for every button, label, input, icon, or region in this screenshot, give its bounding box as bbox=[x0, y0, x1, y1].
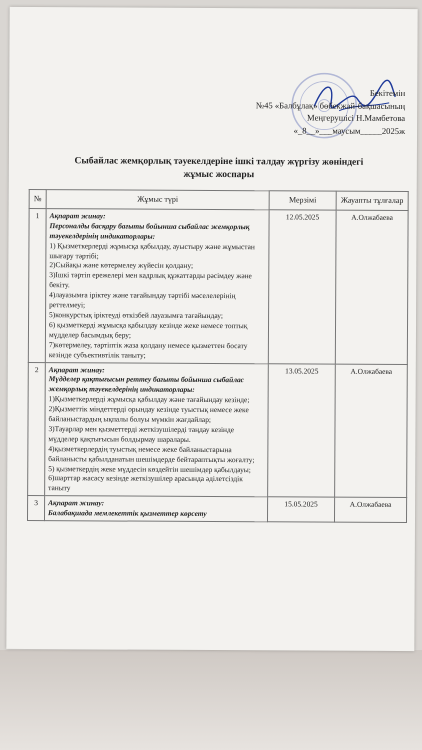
row-responsible: А.Олжабаева bbox=[335, 210, 408, 364]
row-title: Ақпарат жинау: bbox=[48, 498, 105, 508]
row-number: 1 bbox=[28, 208, 46, 362]
row-item: 3)Ішкі тәртіп ережелері мен кадрлық құжаттарды рәсімдеу және бекіту. bbox=[49, 270, 252, 290]
row-title: Ақпарат жинау: bbox=[49, 211, 106, 221]
approval-head: Меңгерушісі Н.Мамбетова bbox=[307, 112, 406, 124]
header-deadline: Мерзімі bbox=[269, 191, 336, 210]
row-item: 6) қызметкерді жұмысқа қабылдау кезінде жеке немесе топтық мүдделер басымдық беру; bbox=[48, 320, 248, 340]
row-item: 3)Тауарлар мен қызметтерді жеткізушілерді таңдау кезінде мүдделер қақтығысын болдырмау шаралары. bbox=[48, 424, 235, 444]
row-subtitle: Персоналды басқару бағыты бойынша сыбайлас жемқорлық тәуекелдерінің индикаторлары: bbox=[49, 220, 250, 241]
row-item: 2)Сыйақы және көтермелеу жүйесін қолдану; bbox=[49, 260, 194, 271]
row-work-type bbox=[45, 209, 269, 364]
row-subtitle: Балабақшада мемлекеттік қызметтер көрсету bbox=[48, 508, 207, 519]
approval-date: «_8__»___маусым_____2025ж bbox=[293, 124, 406, 136]
row-item: 5) қызметкердің жеке мүддесін көздейтін шешімдер қабылдауы; bbox=[48, 463, 251, 474]
document-title-line-2: жұмыс жоспары bbox=[183, 169, 255, 181]
table-row bbox=[28, 362, 408, 498]
row-responsible: А.Олжабаева bbox=[334, 497, 406, 522]
table-row bbox=[28, 208, 408, 364]
approval-organization: №45 «Балбұлақ» бөбекжай-бақшасының bbox=[255, 99, 406, 111]
row-item: 1) Қызметкерлерді жұмысқа қабылдау, ауыстыру және жұмыстан шығару тәртібі; bbox=[49, 240, 255, 260]
row-item: 5)конкурстық іріктеуді өткізбей лауазымға тағайындау; bbox=[49, 310, 223, 321]
table-header-row bbox=[29, 190, 408, 211]
work-plan-table bbox=[27, 189, 409, 523]
row-subtitle: Мүдделер қақтығысын реттеу бағыты бойынша сыбайлас жемқорлық тәуекелдерінің индикаторлары: bbox=[48, 374, 245, 395]
row-deadline: 13.05.2025 bbox=[268, 363, 336, 497]
row-work-type bbox=[45, 362, 269, 497]
header-responsible: Жауапты тұлғалар bbox=[336, 191, 408, 210]
row-title: Ақпарат жинау: bbox=[48, 364, 105, 374]
row-item: 2)Қызметтік міндеттерді орындау кезінде туыстық немесе жеке байланыстардың ықпалы болуы мүмкін жағдайлар; bbox=[48, 404, 249, 425]
row-item: 1)Қызметкерлерді жұмысқа қабылдау және тағайындау кезінде; bbox=[48, 394, 250, 405]
table-row bbox=[27, 496, 406, 523]
row-deadline: 12.05.2025 bbox=[268, 210, 336, 364]
document-page bbox=[6, 7, 417, 651]
table-surface bbox=[0, 650, 422, 750]
row-item: 6)шарттар жасасу кезінде жеткізушілер арасында әділетсіздік таныту bbox=[48, 473, 243, 493]
row-item: 7)көтермелеу, тәртіптік жаза қолдану немесе қызметтен босату кезінде субъективтілік таныту; bbox=[48, 339, 248, 360]
header-number: № bbox=[29, 190, 46, 209]
row-deadline: 15.05.2025 bbox=[267, 497, 334, 522]
row-item: 4)қызметкерлердің туыстық немесе жеке байланыстарына байланысты қабылданатын шешімдерде бейтараптықты жоғалту; bbox=[48, 443, 255, 464]
document-title-line-1: Сыбайлас жемқорлық тәуекелдеріне ішкі талдау жүргізу жөніндегі bbox=[74, 156, 364, 168]
approval-block bbox=[185, 86, 405, 137]
row-number: 3 bbox=[27, 496, 44, 521]
header-work-type: Жұмыс түрі bbox=[46, 190, 269, 210]
document-title bbox=[39, 155, 399, 183]
row-responsible: А.Олжабаева bbox=[335, 364, 408, 498]
row-number: 2 bbox=[28, 362, 46, 496]
row-work-type bbox=[44, 496, 267, 522]
approval-label: Бекітемін bbox=[369, 87, 406, 99]
row-item: 4)лауазымға іріктеу және тағайындау тәртібі мәселелерінің реттелмеуі; bbox=[49, 290, 236, 310]
